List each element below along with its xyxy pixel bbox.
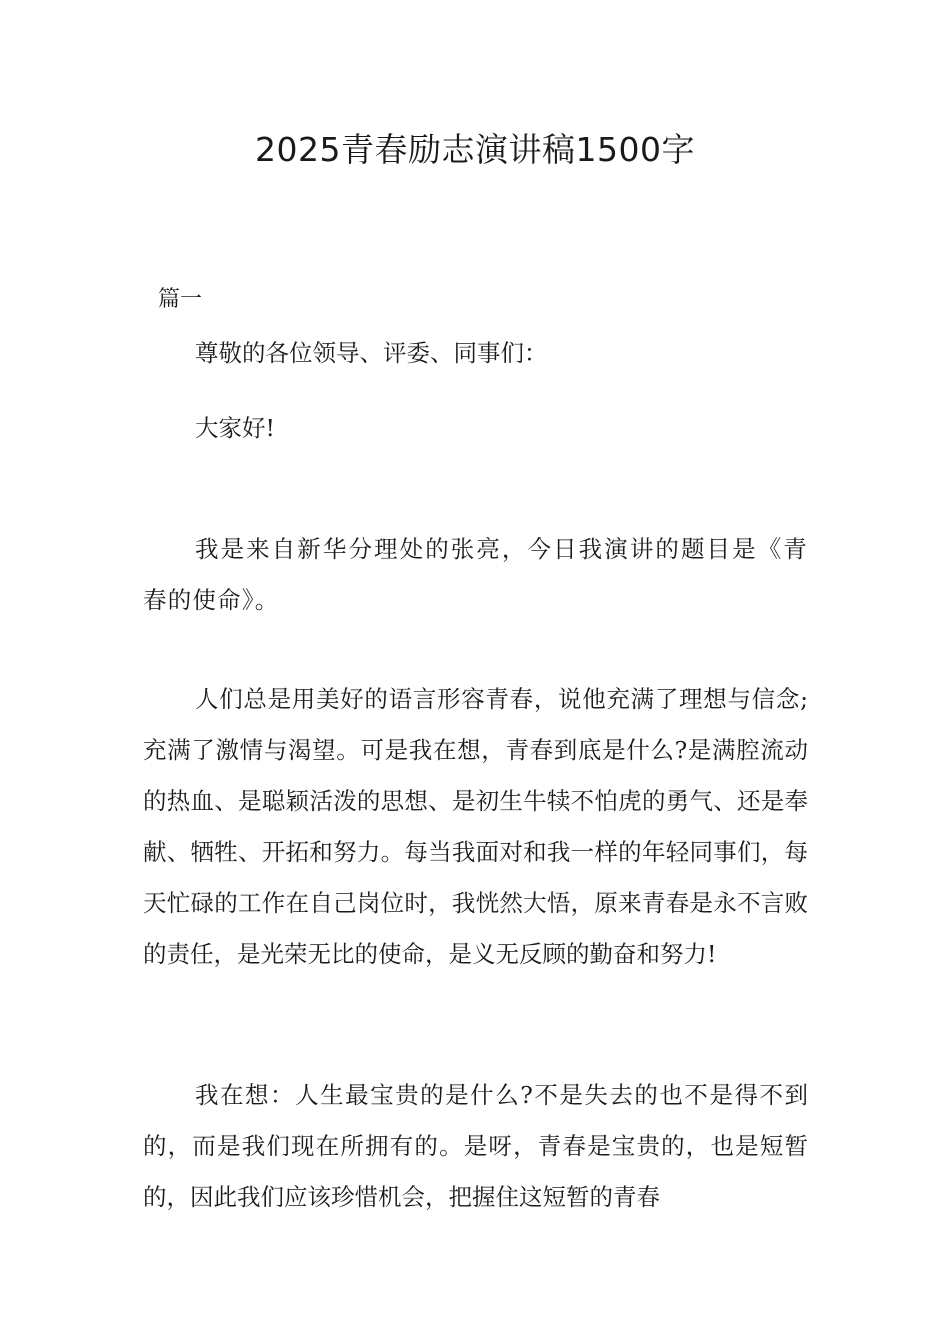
paragraph-think: 我在想：人生最宝贵的是什么?不是失去的也不是得不到的，而是我们现在所拥有的。是呀，青春是宝贵的，也是短暂的，因此我们应该珍惜机会，把握住这短暂的青春 — [143, 1081, 808, 1211]
paragraph-greeting: 大家好! — [195, 414, 275, 442]
paragraph-salutation: 尊敬的各位领导、评委、同事们： — [195, 339, 548, 367]
paragraph-youth: 人们总是用美好的语言形容青春，说他充满了理想与信念;充满了激情与渴望。可是我在想，青春到底是什么?是满腔流动的热血、是聪颖活泼的思想、是初生牛犊不怕虎的勇气、还是奉献、牺牲、开拓和努力。每当我面对和我一样的年轻同事们，每天忙碌的工作在自己岗位时，我恍然大悟，原来青春是永不言败的责任，是光荣无比的使命，是义无反顾的勤奋和努力! — [143, 685, 808, 968]
paragraph-intro: 我是来自新华分理处的张亮，今日我演讲的题目是《青春的使命》。 — [143, 535, 808, 614]
document-title: 2025青春励志演讲稿1500字 — [255, 130, 695, 169]
section-label: 篇一 — [158, 287, 203, 312]
